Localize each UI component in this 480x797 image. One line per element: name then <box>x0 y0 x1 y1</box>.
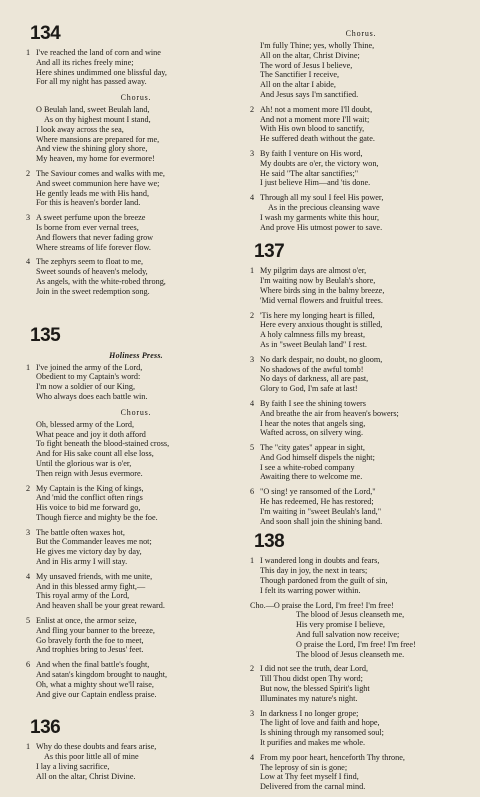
verse-line: Go bravely forth the foe to meet, <box>36 635 144 645</box>
verse-number: 1 <box>26 742 31 752</box>
verse-line: By faith I venture on His word, <box>260 148 363 158</box>
verse-line: I see a white-robed company <box>260 462 355 472</box>
verse-line: And flowers that never fading grow <box>36 232 154 242</box>
verse-line: And heaven shall be your great reward. <box>36 601 165 611</box>
chorus-line: And view the shining glory shore, <box>36 144 148 154</box>
verse-line: Oh, what a mighty shout we'll raise, <box>36 679 154 689</box>
hymn-137-verse-2 <box>250 311 472 350</box>
verse-line: The leprosy of sin is gone; <box>260 762 348 772</box>
verse-line: From my poor heart, henceforth Thy throne, <box>260 752 405 762</box>
verse-line: Is shining through my ransomed soul; <box>260 728 384 738</box>
verse-line: Though fierce and mighty be the foe. <box>36 512 158 522</box>
verse-line: Enlist at once, the armor seize, <box>36 616 137 626</box>
chorus-line: His very promise I believe, <box>296 620 385 630</box>
verse-number: 5 <box>250 443 255 453</box>
verse-number: 4 <box>250 752 255 762</box>
verse-line: And give our Captain endless praise. <box>36 689 157 699</box>
chorus-line: The blood of Jesus cleanseth me. <box>296 649 405 659</box>
verse-line: Low at Thy feet myself I find, <box>260 772 359 782</box>
verse-line: Delivered from the carnal mind. <box>260 782 366 792</box>
chorus-line: All on the altar I abide, <box>260 80 336 90</box>
verse-line: And prove His utmost power to save. <box>260 222 383 232</box>
verse-line: Here every anxious thought is stilled, <box>260 320 383 330</box>
verse-line: The Saviour comes and walks with me, <box>36 168 165 178</box>
verse-line: I did not see the truth, dear Lord, <box>260 664 368 674</box>
chorus-line: As on thy highest mount I stand, <box>44 114 151 124</box>
hymn-134-verse-1 <box>26 48 246 87</box>
verse-number: 3 <box>250 354 255 364</box>
verse-line: I'm now a soldier of our King, <box>36 382 136 392</box>
hymn-135-verse-5 <box>26 616 246 655</box>
verse-line: And God himself dispels the night; <box>260 452 375 462</box>
hymn-number-137: 137 <box>254 241 285 263</box>
chorus-line: And for His sake count all else loss, <box>36 449 154 459</box>
verse-line: But the Commander leaves me not; <box>36 537 152 547</box>
chorus-line: The word of Jesus I believe, <box>260 60 353 70</box>
verse-line: My Captain is the King of kings, <box>36 483 144 493</box>
verse-line: The "city gates" appear in sight, <box>260 443 365 453</box>
verse-line: No days of darkness, all are past, <box>260 374 369 384</box>
chorus-label: Chorus. <box>120 407 152 417</box>
chorus-line: The blood of Jesus cleanseth me, <box>296 610 405 620</box>
hymn-135-chorus <box>26 420 246 479</box>
hymn-136-verse-2 <box>250 105 472 144</box>
verse-number: 1 <box>250 266 255 276</box>
chorus-line: I look away across the sea, <box>36 124 124 134</box>
verse-line: Illuminates my nature's night. <box>260 693 358 703</box>
verse-line: He suffered death without the gate. <box>260 134 375 144</box>
verse-line: And in this blessed army fight,— <box>36 581 146 591</box>
verse-line: I wash my garments white this hour, <box>260 212 380 222</box>
verse-line: 'Tis here my longing heart is filled, <box>260 310 375 320</box>
verse-line: My pilgrim days are almost o'er, <box>260 266 367 276</box>
verse-line: He has redeemed, He has restored; <box>260 497 374 507</box>
verse-line: I felt its warring power within. <box>260 585 361 595</box>
chorus-line: All on the altar, Christ Divine; <box>260 50 360 60</box>
verse-line: I lay a living sacrifice, <box>36 762 110 772</box>
verse-number: 3 <box>250 148 255 158</box>
verse-line: I wandered long in doubts and fears, <box>260 556 380 566</box>
hymn-136-verse-3 <box>250 149 472 188</box>
verse-line: I'm waiting now by Beulah's shore, <box>260 276 376 286</box>
hymn-136-verse-4 <box>250 193 472 232</box>
verse-line: And 'mid the conflict often rings <box>36 493 143 503</box>
verse-line: My doubts are o'er, the victory won, <box>260 158 379 168</box>
verse-line: And all its riches freely mine; <box>36 57 134 67</box>
verse-line: Here shines undimmed one blissful day, <box>36 67 167 77</box>
chorus-line: What peace and joy it doth afford <box>36 429 146 439</box>
hymn-134-verse-2 <box>26 169 246 208</box>
verse-line: Sweet sounds of heaven's melody, <box>36 267 148 277</box>
verse-line: A holy calmness fills my breast, <box>260 330 366 340</box>
verse-line: He gently leads me with His hand, <box>36 188 150 198</box>
verse-number: 4 <box>250 398 255 408</box>
verse-line: This royal army of the Lord, <box>36 591 130 601</box>
verse-line: 'Mid vernal flowers and fruitful trees. <box>260 295 383 305</box>
hymn-136-chorus <box>250 41 472 100</box>
verse-line: And when the final battle's fought, <box>36 660 150 670</box>
chorus-line: O praise the Lord, I'm free! I'm free! <box>296 639 416 649</box>
chorus-line: Then reign with Jesus evermore. <box>36 468 143 478</box>
chorus-line: Where mansions are prepared for me, <box>36 134 160 144</box>
hymn-137-verse-6 <box>250 487 472 526</box>
verse-line: Awaiting there to welcome me. <box>260 472 363 482</box>
verse-number: 4 <box>26 257 31 267</box>
verse-line: Ah! not a moment more I'll doubt, <box>260 104 373 114</box>
verse-line: Where birds sing in the balmy breeze, <box>260 285 385 295</box>
hymn-134-chorus <box>26 105 246 164</box>
verse-number: 2 <box>250 310 255 320</box>
hymn-138-verse-4 <box>250 753 472 792</box>
verse-line: Who always does each battle win. <box>36 391 148 401</box>
chorus-line: Until the glorious war is o'er, <box>36 458 132 468</box>
verse-line: And fling your banner to the breeze, <box>36 625 155 635</box>
verse-line: He said "The altar sanctifies;" <box>260 168 359 178</box>
verse-line: A sweet perfume upon the breeze <box>36 213 146 223</box>
verse-line: And trophies bring to Jesus' feet. <box>36 645 144 655</box>
hymn-137-verse-4 <box>250 399 472 438</box>
hymn-134-verse-4 <box>26 257 246 296</box>
verse-line: The zephyrs seem to float to me, <box>36 257 144 267</box>
verse-line: I'm waiting in "sweet Beulah's land," <box>260 506 382 516</box>
verse-line: For all my night has passed away. <box>36 77 147 87</box>
verse-line: As in "sweet Beulah land" I rest. <box>260 339 367 349</box>
hymn-137-verse-5 <box>250 443 472 482</box>
verse-line: But now, the blessed Spirit's light <box>260 684 370 694</box>
verse-line: As angels, with the white-robed throng, <box>36 276 166 286</box>
hymn-134-verse-3 <box>26 213 246 252</box>
chorus-line: I'm fully Thine; yes, wholly Thine, <box>260 41 375 50</box>
verse-line: I've reached the land of corn and wine <box>36 48 161 57</box>
verse-line: I just believe Him—and 'tis done. <box>260 178 371 188</box>
hymn-135-verse-1 <box>26 363 246 402</box>
verse-number: 5 <box>26 616 31 626</box>
verse-line: This day in joy, the next in tears; <box>260 566 368 576</box>
verse-line: Till Thou didst open Thy word; <box>260 674 363 684</box>
verse-line: In darkness I no longer grope; <box>260 708 359 718</box>
verse-number: 3 <box>26 527 31 537</box>
verse-line: Wafted across, on silvery wing. <box>260 428 364 438</box>
verse-number: 2 <box>26 483 31 493</box>
verse-line: It purifies and makes me whole. <box>260 738 366 748</box>
hymn-136-verse-1 <box>26 742 246 781</box>
verse-line: Why do these doubts and fears arise, <box>36 742 157 752</box>
hymn-138-verse-1 <box>250 556 472 595</box>
right-column <box>250 28 472 797</box>
chorus-line: To fight beneath the blood-stained cross, <box>36 439 170 449</box>
verse-line: For this is heaven's border land. <box>36 198 141 208</box>
verse-number: 2 <box>250 104 255 114</box>
hymn-number-135: 135 <box>30 324 61 346</box>
verse-line: My unsaved friends, with me unite, <box>36 571 153 581</box>
hymn-135-verse-6 <box>26 660 246 699</box>
verse-number: 2 <box>250 664 255 674</box>
hymn-135-verse-3 <box>26 528 246 567</box>
verse-line: He gives me victory day by day, <box>36 547 142 557</box>
hymn-number-138: 138 <box>254 531 285 553</box>
verse-line: I hear the notes that angels sing, <box>260 418 366 428</box>
chorus-prefix: Cho.— <box>250 600 274 610</box>
verse-line: All on the altar, Christ Divine. <box>36 771 136 781</box>
verse-line: No shadows of the awful tomb! <box>260 364 364 374</box>
hymn-135-verse-2 <box>26 484 246 523</box>
chorus-label: Chorus. <box>345 29 377 38</box>
verse-line: "O sing! ye ransomed of the Lord," <box>260 487 376 497</box>
verse-line: As in the precious cleansing wave <box>268 202 380 212</box>
verse-line: By faith I see the shining towers <box>260 398 366 408</box>
verse-number: 6 <box>26 660 31 670</box>
verse-number: 4 <box>26 571 31 581</box>
verse-number: 3 <box>250 708 255 718</box>
chorus-label: Chorus. <box>120 93 152 103</box>
verse-line: And sweet communion here have we; <box>36 178 160 188</box>
verse-number: 1 <box>250 556 255 566</box>
verse-line: With His own blood to sanctify, <box>260 124 365 134</box>
hymn-number-134: 134 <box>30 23 61 44</box>
verse-line: And soon shall join the shining band. <box>260 516 383 526</box>
chorus-line: O Beulah land, sweet Beulah land, <box>36 105 150 115</box>
verse-line: I've joined the army of the Lord, <box>36 362 143 372</box>
chorus-line: Oh, blessed army of the Lord, <box>36 419 134 429</box>
chorus-line: The Sanctifier I receive, <box>260 70 340 80</box>
verse-line: The light of love and faith and hope, <box>260 718 380 728</box>
chorus-line: And full salvation now receive; <box>296 630 400 640</box>
chorus-line: And Jesus says I'm sanctified. <box>260 89 359 99</box>
hymn-138-verse-3 <box>250 709 472 748</box>
verse-line: And in His army I will stay. <box>36 557 128 567</box>
hymn-number-136: 136 <box>30 717 61 739</box>
hymn-subtitle: Holiness Press. <box>109 350 163 360</box>
verse-line: The battle often waxes hot, <box>36 527 125 537</box>
chorus-line: My heaven, my home for evermore! <box>36 154 155 164</box>
verse-number: 1 <box>26 362 31 372</box>
verse-number: 1 <box>26 48 31 57</box>
verse-line: Though pardoned from the guilt of sin, <box>260 576 388 586</box>
hymn-135-verse-4 <box>26 572 246 611</box>
verse-line: His voice to bid me forward go, <box>36 503 141 513</box>
chorus-line: O praise the Lord, I'm free! I'm free! <box>273 600 394 610</box>
verse-line: Obedient to my Captain's word: <box>36 372 141 382</box>
verse-number: 4 <box>250 193 255 203</box>
verse-number: 3 <box>26 213 31 223</box>
hymn-138-verse-2 <box>250 664 472 703</box>
verse-line: As this poor little all of mine <box>44 752 139 762</box>
hymn-137-verse-3 <box>250 355 472 394</box>
verse-line: No dark despair, no doubt, no gloom, <box>260 354 383 364</box>
verse-line: Join in the sweet redemption song. <box>36 286 150 296</box>
left-column <box>26 22 246 787</box>
verse-line: Where streams of life forever flow. <box>36 242 151 252</box>
hymn-137-verse-1 <box>250 266 472 305</box>
verse-line: And breathe the air from heaven's bowers; <box>260 408 399 418</box>
verse-line: And satan's kingdom brought to naught, <box>36 670 168 680</box>
verse-line: Is borne from ever vernal trees, <box>36 222 139 232</box>
verse-number: 2 <box>26 168 31 178</box>
verse-line: And not a moment more I'll wait; <box>260 114 370 124</box>
verse-line: Through all my soul I feel His power, <box>260 193 384 203</box>
hymn-138-chorus <box>250 601 472 660</box>
verse-line: Glory to God, I'm safe at last! <box>260 384 358 394</box>
verse-number: 6 <box>250 487 255 497</box>
